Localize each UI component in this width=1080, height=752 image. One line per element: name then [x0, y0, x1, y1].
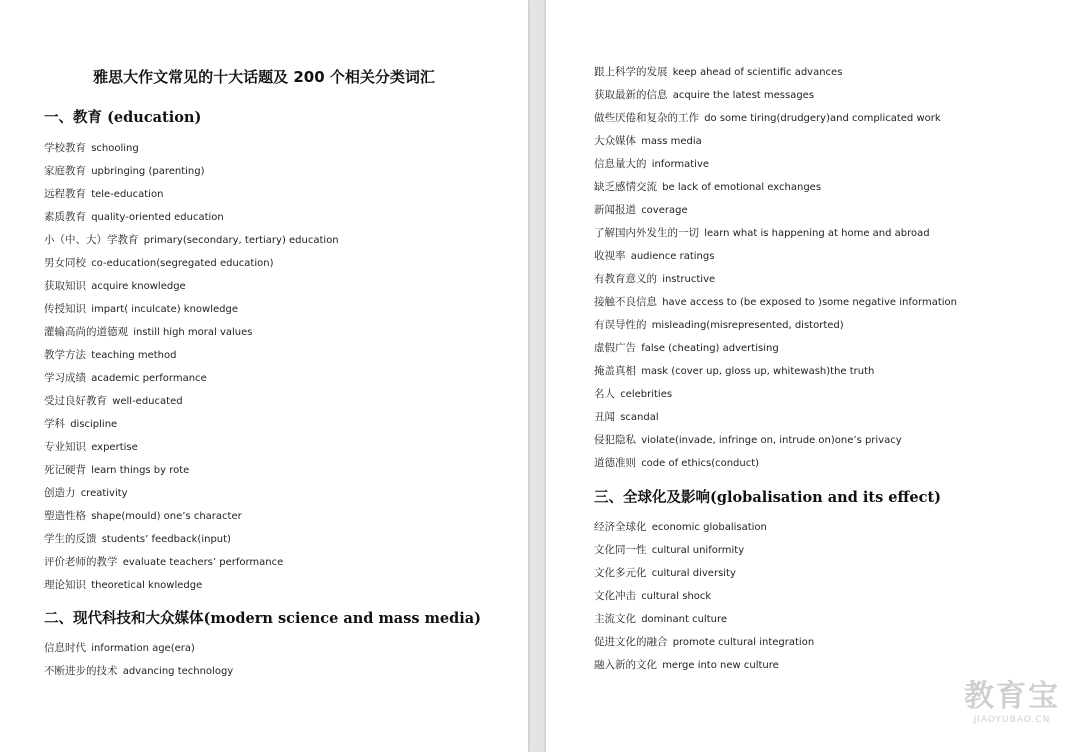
- vocab-term-en: scandal: [620, 412, 659, 423]
- vocab-term-en: schooling: [91, 143, 139, 154]
- section-heading-media: [44, 607, 481, 628]
- vocab-term-en: acquire knowledge: [91, 281, 186, 292]
- vocab-term-zh: 获取最新的信息: [594, 89, 668, 101]
- vocab-term-en: mass media: [641, 136, 702, 147]
- vocab-item: [44, 325, 339, 348]
- vocab-term-zh: 了解国内外发生的一切: [594, 227, 699, 239]
- section-title-en: (education): [107, 109, 202, 126]
- vocab-term-en: cultural shock: [641, 591, 712, 602]
- vocab-term-en: impart( inculcate) knowledge: [91, 304, 239, 315]
- vocab-term-zh: 有教育意义的: [594, 273, 657, 285]
- vocab-term-zh: 专业知识: [44, 441, 86, 453]
- vocab-item: [594, 203, 957, 226]
- vocab-term-zh: 主流文化: [594, 613, 636, 625]
- document-title: 雅思大作文常见的十大话题及 200 个相关分类词汇: [93, 68, 435, 86]
- vocab-term-zh: 家庭教育: [44, 165, 86, 177]
- vocab-term-en: misleading(misrepresented, distorted): [651, 320, 844, 331]
- vocab-term-en: be lack of emotional exchanges: [662, 182, 822, 193]
- section-title-en: (modern science and mass media): [203, 610, 482, 627]
- vocab-term-zh: 信息时代: [44, 642, 86, 654]
- vocab-term-en: information age(era): [91, 643, 195, 654]
- vocab-term-en: learn what is happening at home and abroad: [704, 228, 930, 239]
- vocab-term-zh: 大众媒体: [594, 135, 636, 147]
- vocab-term-en: expertise: [91, 442, 138, 453]
- section-heading-globalisation: [594, 486, 941, 507]
- section-title-zh: 全球化及影响: [623, 490, 710, 506]
- vocab-term-zh: 虚假广告: [594, 342, 636, 354]
- vocab-term-en: dominant culture: [641, 614, 727, 625]
- vocab-term-zh: 小（中、大）学教育: [44, 234, 139, 246]
- vocab-term-en: instructive: [662, 274, 716, 285]
- vocab-item: [594, 456, 957, 479]
- vocab-term-zh: 男女同校: [44, 257, 86, 269]
- vocab-term-zh: 跟上科学的发展: [594, 66, 668, 78]
- vocab-term-zh: 学校教育: [44, 142, 86, 154]
- vocab-item: [44, 440, 339, 463]
- vocab-term-en: economic globalisation: [651, 522, 767, 533]
- vocab-item: [594, 295, 957, 318]
- vocab-item: [594, 88, 957, 111]
- vocab-term-zh: 有误导性的: [594, 319, 647, 331]
- vocab-term-zh: 教学方法: [44, 349, 86, 361]
- vocab-list-globalisation: [594, 520, 814, 681]
- vocab-term-zh: 经济全球化: [594, 521, 647, 533]
- vocab-term-en: audience ratings: [630, 251, 715, 262]
- watermark-url: JIAOYUBAO.CN: [973, 715, 1051, 725]
- vocab-list-media-part2: [594, 65, 957, 479]
- vocab-term-en: theoretical knowledge: [91, 580, 203, 591]
- vocab-term-zh: 掩盖真相: [594, 365, 636, 377]
- vocab-term-zh: 接触不良信息: [594, 296, 657, 308]
- vocab-term-zh: 死记硬背: [44, 464, 86, 476]
- vocab-term-zh: 评价老师的教学: [44, 556, 118, 568]
- vocab-term-zh: 灌输高尚的道德观: [44, 326, 128, 338]
- document-page-left: [0, 0, 528, 752]
- vocab-item: [594, 134, 957, 157]
- vocab-term-en: code of ethics(conduct): [641, 458, 760, 469]
- section-number: 三、: [594, 490, 623, 506]
- vocab-item: [594, 272, 957, 295]
- vocab-item: [44, 555, 339, 578]
- vocab-term-zh: 理论知识: [44, 579, 86, 591]
- vocab-term-en: quality-oriented education: [91, 212, 224, 223]
- vocab-item: [44, 578, 339, 601]
- vocab-item: [594, 658, 814, 681]
- vocab-item: [44, 187, 339, 210]
- vocab-term-en: tele-education: [91, 189, 164, 200]
- vocab-term-en: academic performance: [91, 373, 207, 384]
- vocab-term-zh: 信息量大的: [594, 158, 647, 170]
- vocab-item: [594, 180, 957, 203]
- watermark-text: 教育宝: [964, 679, 1060, 714]
- vocab-item: [594, 433, 957, 456]
- vocab-item: [44, 486, 339, 509]
- vocab-term-en: keep ahead of scientific advances: [672, 67, 843, 78]
- vocab-term-zh: 远程教育: [44, 188, 86, 200]
- vocab-term-en: do some tiring(drudgery)and complicated work: [704, 113, 941, 124]
- vocab-term-en: evaluate teachers’ performance: [122, 557, 284, 568]
- vocab-item: [44, 532, 339, 555]
- vocab-term-en: discipline: [70, 419, 118, 430]
- vocab-item: [594, 543, 814, 566]
- vocab-item: [594, 612, 814, 635]
- vocab-item: [44, 463, 339, 486]
- section-number: 一、: [44, 110, 73, 126]
- vocab-item: [594, 387, 957, 410]
- vocab-term-en: cultural diversity: [651, 568, 736, 579]
- vocab-term-en: advancing technology: [122, 666, 234, 677]
- vocab-term-en: coverage: [641, 205, 688, 216]
- vocab-term-zh: 受过良好教育: [44, 395, 107, 407]
- vocab-item: [594, 226, 957, 249]
- vocab-item: [44, 164, 339, 187]
- section-title-en: (globalisation and its effect): [710, 489, 942, 506]
- vocab-item: [44, 371, 339, 394]
- section-title-zh: 教育: [73, 110, 102, 126]
- vocab-item: [594, 65, 957, 88]
- vocab-term-zh: 新闻报道: [594, 204, 636, 216]
- vocab-term-zh: 名人: [594, 388, 615, 400]
- vocab-item: [44, 509, 339, 532]
- vocab-term-zh: 文化冲击: [594, 590, 636, 602]
- vocab-term-zh: 做些厌倦和复杂的工作: [594, 112, 699, 124]
- vocab-item: [594, 364, 957, 387]
- vocab-term-zh: 学生的反馈: [44, 533, 97, 545]
- vocab-term-zh: 融入新的文化: [594, 659, 657, 671]
- section-title-zh: 现代科技和大众媒体: [73, 611, 204, 627]
- vocab-term-en: false (cheating) advertising: [641, 343, 779, 354]
- vocab-item: [594, 589, 814, 612]
- vocab-term-zh: 促进文化的融合: [594, 636, 668, 648]
- vocab-term-zh: 塑造性格: [44, 510, 86, 522]
- vocab-term-zh: 丑闻: [594, 411, 615, 423]
- vocab-term-zh: 传授知识: [44, 303, 86, 315]
- vocab-item: [594, 341, 957, 364]
- vocab-list-education: [44, 141, 339, 601]
- vocab-term-en: primary(secondary, tertiary) education: [143, 235, 339, 246]
- vocab-term-en: acquire the latest messages: [672, 90, 815, 101]
- vocab-item: [594, 410, 957, 433]
- vocab-item: [594, 111, 957, 134]
- vocab-term-en: teaching method: [91, 350, 177, 361]
- vocab-term-en: violate(invade, infringe on, intrude on)one’s privacy: [641, 435, 902, 446]
- watermark-logo: [964, 680, 1060, 726]
- vocab-term-zh: 获取知识: [44, 280, 86, 292]
- vocab-term-en: celebrities: [620, 389, 673, 400]
- vocab-term-zh: 侵犯隐私: [594, 434, 636, 446]
- vocab-term-zh: 文化同一性: [594, 544, 647, 556]
- section-number: 二、: [44, 611, 73, 627]
- vocab-item: [44, 279, 339, 302]
- vocab-term-en: promote cultural integration: [672, 637, 815, 648]
- vocab-item: [594, 157, 957, 180]
- vocab-item: [44, 256, 339, 279]
- vocab-term-en: merge into new culture: [662, 660, 779, 671]
- vocab-term-zh: 学科: [44, 418, 65, 430]
- vocab-term-zh: 道德准则: [594, 457, 636, 469]
- vocab-term-zh: 素质教育: [44, 211, 86, 223]
- vocab-term-en: students’ feedback(input): [101, 534, 231, 545]
- vocab-term-zh: 创造力: [44, 487, 76, 499]
- vocab-term-en: instill high moral values: [133, 327, 253, 338]
- vocab-item: [594, 520, 814, 543]
- vocab-term-en: well-educated: [112, 396, 183, 407]
- vocab-list-media-part1: [44, 641, 233, 687]
- vocab-item: [44, 210, 339, 233]
- vocab-item: [44, 394, 339, 417]
- vocab-item: [44, 664, 233, 687]
- vocab-term-en: creativity: [80, 488, 128, 499]
- vocab-item: [44, 348, 339, 371]
- document-page-right: [546, 0, 1080, 752]
- vocab-term-zh: 不断进步的技术: [44, 665, 118, 677]
- vocab-term-en: have access to (be exposed to )some negative information: [662, 297, 957, 308]
- vocab-term-en: upbringing (parenting): [91, 166, 205, 177]
- vocab-item: [44, 302, 339, 325]
- vocab-term-zh: 缺乏感情交流: [594, 181, 657, 193]
- vocab-item: [44, 417, 339, 440]
- vocab-item: [44, 141, 339, 164]
- vocab-term-en: co-education(segregated education): [91, 258, 274, 269]
- vocab-term-en: mask (cover up, gloss up, whitewash)the truth: [641, 366, 875, 377]
- vocab-term-en: learn things by rote: [91, 465, 190, 476]
- vocab-item: [594, 318, 957, 341]
- vocab-item: [44, 233, 339, 256]
- vocab-term-en: informative: [651, 159, 710, 170]
- vocab-term-zh: 收视率: [594, 250, 626, 262]
- section-heading-education: [44, 106, 201, 127]
- vocab-term-en: shape(mould) one’s character: [91, 511, 242, 522]
- vocab-item: [594, 635, 814, 658]
- vocab-term-en: cultural uniformity: [651, 545, 745, 556]
- vocab-item: [594, 249, 957, 272]
- vocab-term-zh: 学习成绩: [44, 372, 86, 384]
- vocab-item: [594, 566, 814, 589]
- vocab-item: [44, 641, 233, 664]
- vocab-term-zh: 文化多元化: [594, 567, 647, 579]
